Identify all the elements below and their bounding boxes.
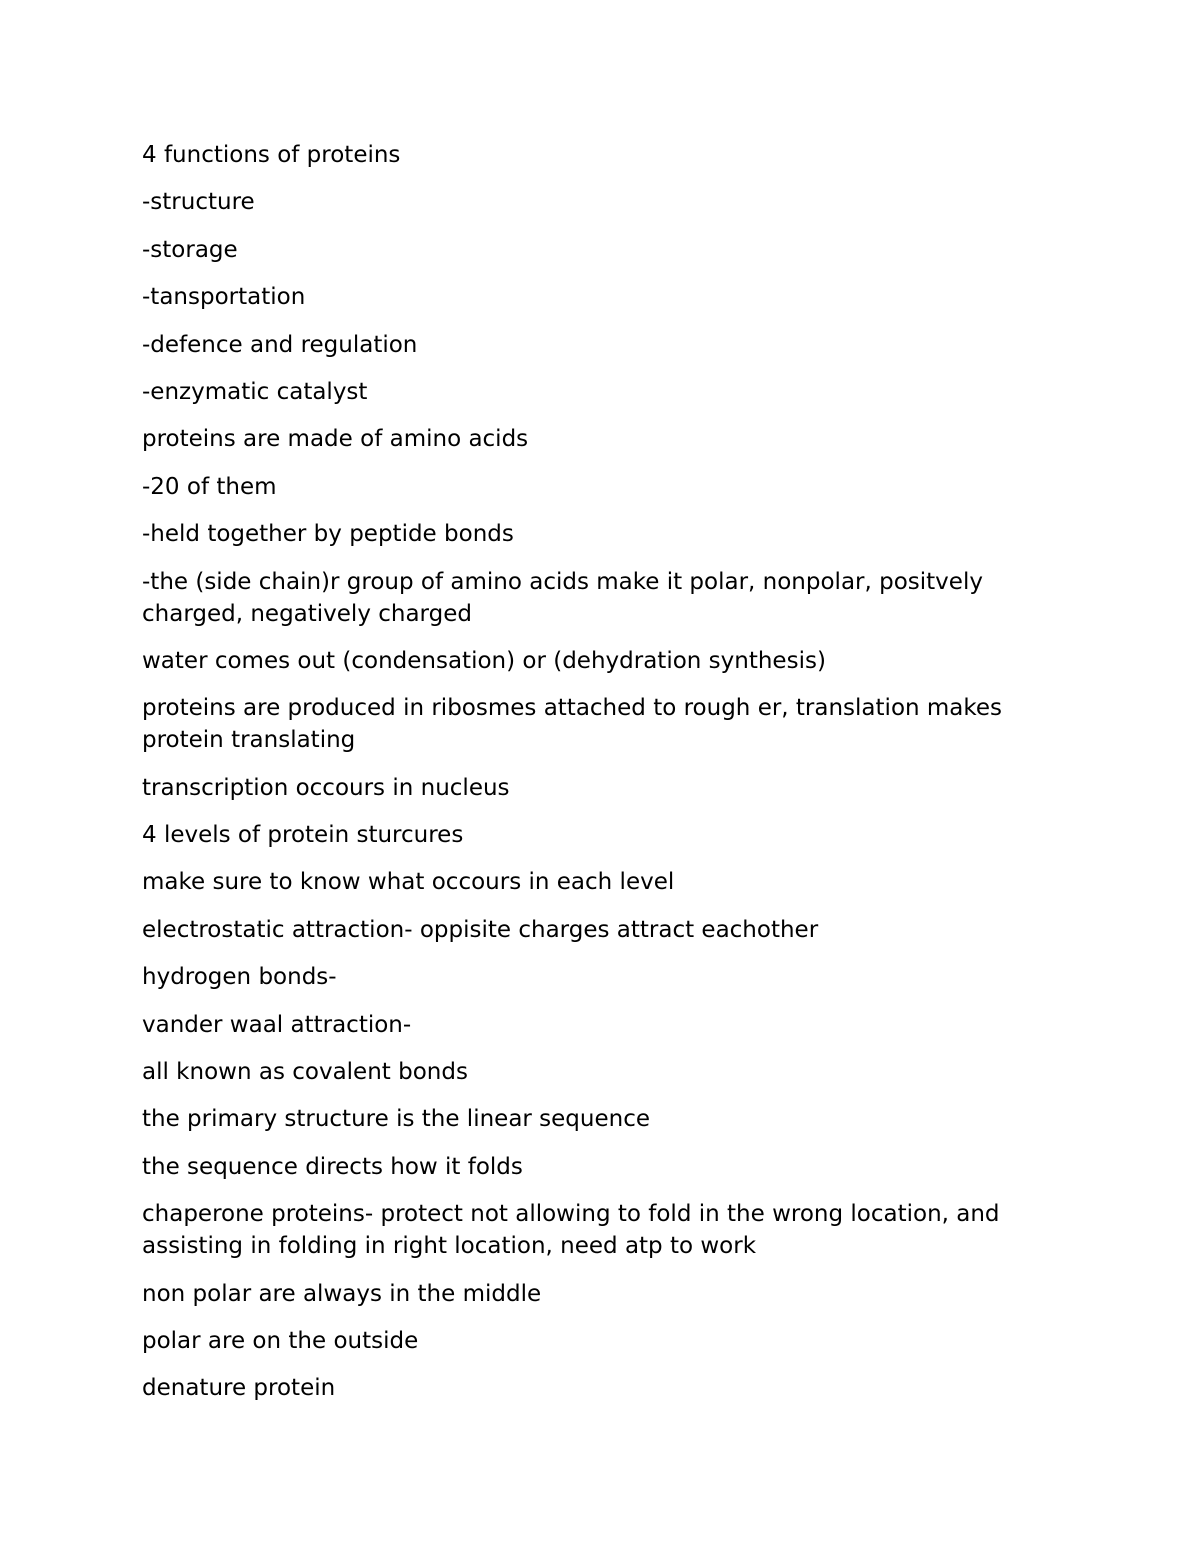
- paragraph: vander waal attraction-: [142, 1011, 412, 1038]
- paragraph-heading: 4 functions of proteins: [142, 142, 401, 168]
- paragraph: chaperone proteins- protect not allowing to fold in the wrong location, and assisting in folding in right location, need atp to work: [142, 1201, 1000, 1260]
- list-item: -structure: [142, 189, 255, 216]
- paragraph: water comes out (condensation) or (dehydration synthesis): [142, 647, 826, 674]
- list-item: -tansportation: [142, 284, 306, 311]
- paragraph: hydrogen bonds-: [142, 964, 337, 991]
- list-item: -the (side chain)r group of amino acids make it polar, nonpolar, positvely charged, negatively charged: [142, 568, 983, 627]
- list-item: -held together by peptide bonds: [142, 521, 514, 548]
- paragraph: non polar are always in the middle: [142, 1280, 542, 1307]
- paragraph: transcription occours in nucleus: [142, 774, 510, 801]
- list-item: -enzymatic catalyst: [142, 378, 368, 405]
- paragraph: proteins are produced in ribosmes attached to rough er, translation makes protein translating: [142, 695, 1003, 754]
- paragraph: denature protein: [142, 1375, 336, 1402]
- list-item: -20 of them: [142, 473, 277, 500]
- notes-body: [142, 139, 1042, 1420]
- list-item: -storage: [142, 236, 238, 263]
- paragraph: polar are on the outside: [142, 1327, 419, 1354]
- paragraph: the primary structure is the linear sequence: [142, 1106, 651, 1133]
- paragraph: all known as covalent bonds: [142, 1059, 468, 1086]
- paragraph: the sequence directs how it folds: [142, 1153, 523, 1180]
- list-item: -defence and regulation: [142, 331, 418, 358]
- paragraph: make sure to know what occours in each level: [142, 869, 675, 896]
- paragraph: 4 levels of protein sturcures: [142, 822, 464, 849]
- paragraph: electrostatic attraction- oppisite charges attract eachother: [142, 916, 819, 943]
- paragraph: proteins are made of amino acids: [142, 426, 529, 453]
